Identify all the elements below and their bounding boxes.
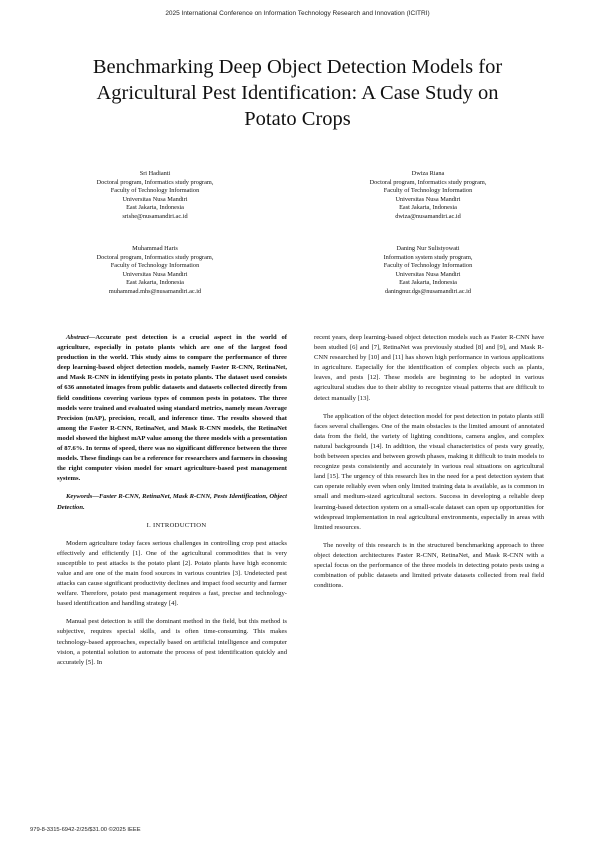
author-name: Sri Hadianti xyxy=(139,170,171,177)
author-email: muhammad.mhs@nusamandiri.ac.id xyxy=(108,287,202,295)
author-affiliation: Faculty of Technology Information xyxy=(110,187,200,195)
author-affiliation: East Jakarta, Indonesia xyxy=(126,279,184,287)
body-paragraph: The novelty of this research is in the structured benchmarking approach to three object detection architectures Faster R-CNN, RetinaNet, and Mask R-CNN with a special focus on the performance of the three models in detecting potato pests using a combination of public datasets and limited private datasets collected from real field conditions. xyxy=(314,541,544,590)
author-name: Muhammad Haris xyxy=(132,245,178,252)
author-name: Daning Nur Sulistyowati xyxy=(396,245,460,252)
conference-header: 2025 International Conference on Information Technology Research and Innovation (ICITRI) xyxy=(165,10,430,17)
abstract-text: —Accurate pest detection is a crucial aspect in the world of agriculture, especially in potato plants which are one of the largest food production in the world. This study aims to compare the performance of three deep learning-based object detection models, namely Faster R-CNN, RetinaNet, and Mask R-CNN in identifying pests in potato plants. The dataset used consists of 636 annotated images from public datasets and datasets collected directly from field conditions covering various types of common pests in potatoes. The three models were trained and evaluated using standard metrics, namely mean Average Precision (mAP), precision, recall, and inference time. The results showed that among the Faster R-CNN, RetinaNet, and Mask R-CNN models, the RetinaNet model showed the highest mAP value among the three models with a presentation of 87.6%. In terms of speed, there was no significant difference between the three models. These findings can be a reference for researchers and farmers in choosing the right computer vision model for smart agriculture-based pest management systems. xyxy=(57,334,287,483)
body-paragraph: Modern agriculture today faces serious challenges in controlling crop pest attacks effectively and efficiently [1]. One of the agricultural commodities that is very susceptible to pest attacks is the potato plant [2]. Potato plants have high economic value and are one of the main food sources in various countries [3]. Undetected pest attacks can cause significant productivity declines and impact food security and farmer welfare. Therefore, potato pest management requires a fast, precise and technology-based identification and handling strategy [4]. xyxy=(57,539,287,608)
author-affiliation: Universitas Nusa Mandiri xyxy=(395,270,461,278)
abstract-lead: Abstract xyxy=(66,334,89,341)
author-affiliation: Faculty of Technology Information xyxy=(110,262,200,270)
author-email: dwiza@nusamandiri.ac.id xyxy=(395,212,461,220)
keywords-lead: Keywords xyxy=(66,493,93,501)
author-affiliation: East Jakarta, Indonesia xyxy=(399,279,457,287)
author-affiliation: Universitas Nusa Mandiri xyxy=(122,270,188,278)
copyright-footer: 979-8-3315-6942-2/25/$31.00 ©2025 IEEE xyxy=(30,827,141,833)
title-line: Benchmarking Deep Object Detection Models for xyxy=(92,56,503,78)
author-block-4 xyxy=(303,245,553,297)
author-email: srishe@nusamandiri.ac.id xyxy=(122,212,188,220)
author-affiliation: Doctoral program, Informatics study program, xyxy=(96,178,214,186)
author-block-3 xyxy=(30,245,280,297)
author-affiliation: Faculty of Technology Information xyxy=(383,262,473,270)
author-affiliation: Doctoral program, Informatics study program, xyxy=(96,253,214,261)
paper-title xyxy=(40,54,555,132)
title-line: Agricultural Pest Identification: A Case Study on xyxy=(96,82,499,104)
keywords xyxy=(57,492,287,512)
author-affiliation: Doctoral program, Informatics study program, xyxy=(369,178,487,186)
author-email: daningnur.dgs@nusamandiri.ac.id xyxy=(384,287,472,295)
right-column xyxy=(314,333,544,599)
section-heading-introduction: I. INTRODUCTION xyxy=(146,521,207,529)
body-paragraph: recent years, deep learning-based object detection models such as Faster R-CNN have been studied [6] and [7], RetinaNet was previously studied [8] and [9], and Mask R-CNN researched by [10] and [11] has shown high performance in various applications in agriculture. Especially for the identification of complex objects such as plants, leaves, and pests [12]. These models are beginning to be adopted in various agricultural studies due to their ability to recognize visual patterns that are difficult to detect manually [13]. xyxy=(314,334,544,402)
body-paragraph: Manual pest detection is still the dominant method in the field, but this method is subjective, requires special skills, and is often time-consuming. This makes technology-based approaches, especially based on artificial intelligence and computer vision, a potential solution to automate the process of pest identification quickly and accurately [5]. In xyxy=(57,618,287,666)
left-column xyxy=(57,333,287,676)
keywords-text: —Faster R-CNN, RetinaNet, Mask R-CNN, Pests Identification, Object Detection. xyxy=(57,493,287,511)
body-paragraph: The application of the object detection model for pest detection in potato plants still faces several challenges. One of the main obstacles is the limited amount of annotated data from the field, the variety of lighting conditions, camera angles, and complex natural backgrounds [14]. In addition, the visual characteristics of pests vary greatly, both between species and between growth phases, making it difficult to train models to recognize pests consistently and accurately in various real situations on agricultural land [15]. The urgency of this research lies in the need for a pest detection system that can operate reliably even when only limited training data is available, as is common in small and medium-sized agricultural sectors. Success in developing a reliable deep learning-based detection system on a small-scale dataset can open up opportunities for widespread implementation in real agricultural environments, especially in areas with limited resources. xyxy=(314,412,545,531)
author-affiliation: Information system study program, xyxy=(383,253,473,261)
abstract xyxy=(57,333,287,484)
author-affiliation: Faculty of Technology Information xyxy=(383,187,473,195)
title-line: Potato Crops xyxy=(244,108,351,130)
author-affiliation: Universitas Nusa Mandiri xyxy=(395,195,461,203)
author-affiliation: East Jakarta, Indonesia xyxy=(126,204,184,212)
author-block-2 xyxy=(303,170,553,222)
author-affiliation: East Jakarta, Indonesia xyxy=(399,204,457,212)
author-affiliation: Universitas Nusa Mandiri xyxy=(122,195,188,203)
author-block-1 xyxy=(30,170,280,222)
author-name: Dwiza Riana xyxy=(411,170,445,177)
